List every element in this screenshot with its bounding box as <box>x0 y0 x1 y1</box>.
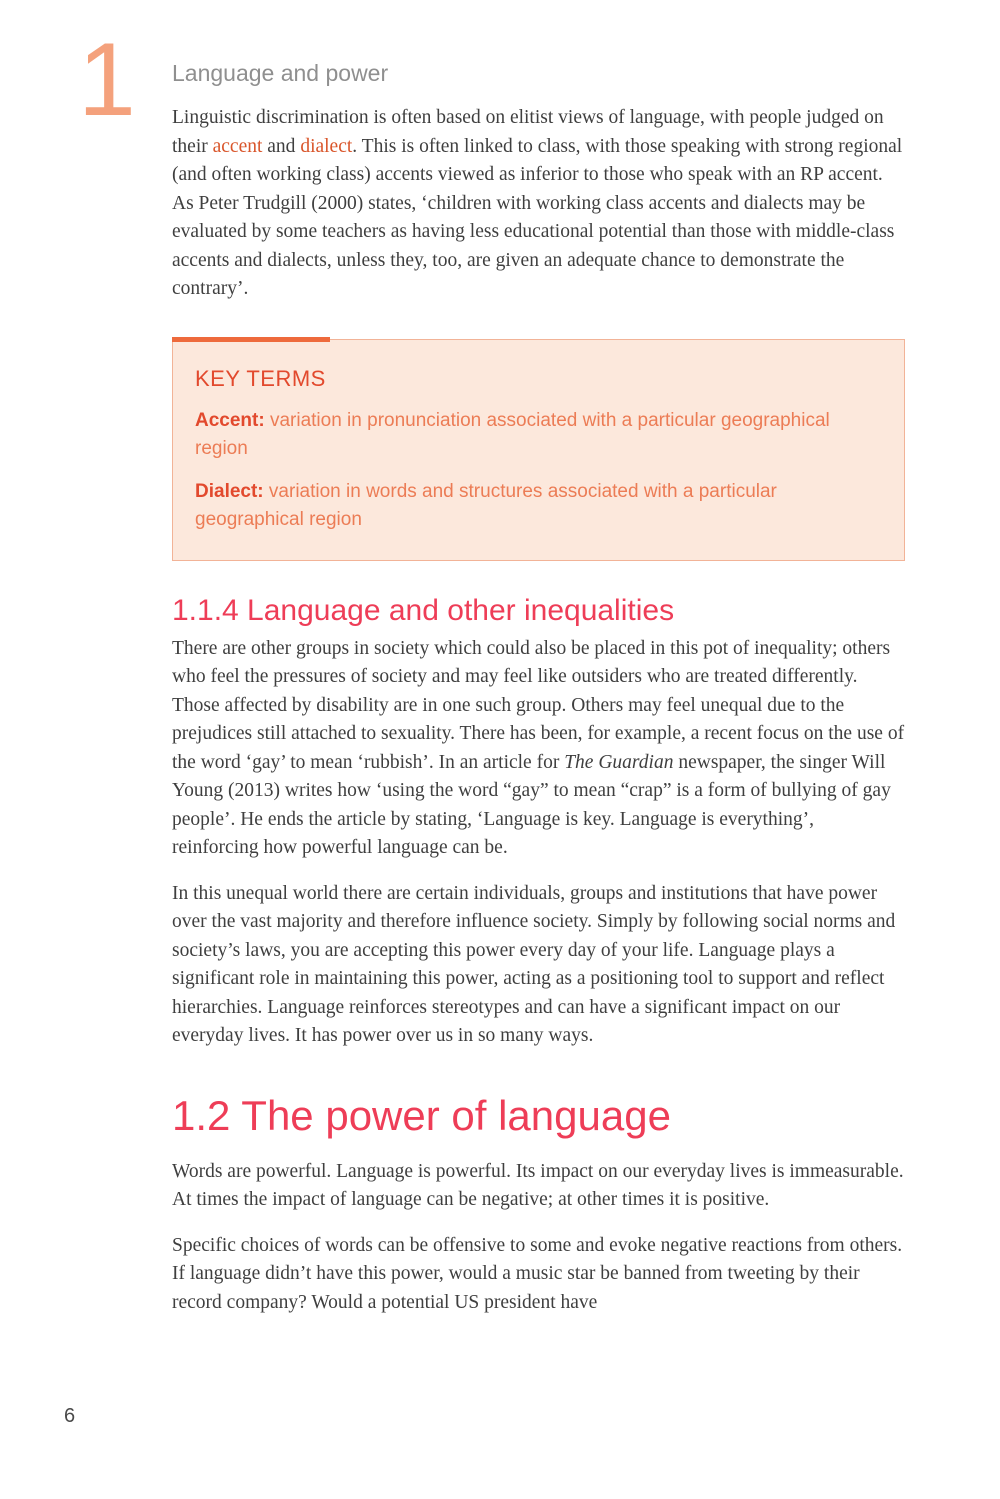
dialect-term-link[interactable]: dialect <box>300 135 353 157</box>
key-term-accent <box>195 407 874 463</box>
section-1-1-4-p1-part-1: There are other groups in society which could also be placed in this pot of inequality; others who feel the pressures of society and may feel like outsiders who are treated differently. Those affected by disability are in one such group. Others may feel unequal due to the prejudices still attached to sexuality. There has been, for example, a recent focus on the use of the word ‘gay’ to mean ‘rubbish’. In an article for <box>172 637 905 773</box>
section-heading-1-2: 1.2 The power of language <box>172 1091 671 1139</box>
guardian-title-italic: The Guardian <box>564 751 674 773</box>
chapter-title: Language and power <box>172 60 389 86</box>
intro-paragraph <box>172 104 905 304</box>
key-term-dialect <box>195 478 874 534</box>
page-number: 6 <box>64 1405 76 1427</box>
key-term-accent-label: Accent: <box>195 409 265 431</box>
intro-text-part-3: . This is often linked to class, with those speaking with strong regional (and often working class) accents viewed as inferior to those who speak with an RP accent. As Peter Trudgill (2000) states, ‘children with working class accents and dialects may be evaluated by some teachers as having less educational potential than those with middle-class accents and dialects, unless they, too, are given an adequate chance to demonstrate the contrary’. <box>172 135 903 299</box>
intro-text-part-1: Linguistic discrimination is often based on elitist views of language, with people judged on their <box>172 107 884 157</box>
section-1-1-4-paragraph-1 <box>172 635 905 863</box>
section-1-1-4-paragraph-2: In this unequal world there are certain individuals, groups and institutions that have power over the vast majority and therefore influence society. Simply by following social norms and society’s laws, you are accepting this power every day of your life. Language plays a significant role in maintaining this power, acting as a positioning tool to support and reflect hierarchies. Language reinforces stereotypes and can have a significant impact on our everyday lives. It has power over us in so many ways. <box>172 882 896 1046</box>
section-heading-1-1-4: 1.1.4 Language and other inequalities <box>172 593 675 627</box>
section-1-1-4-p1-part-2: newspaper, the singer Will Young (2013) writes how ‘using the word “gay” to mean “crap” is a form of bullying of gay people’. He ends the article by stating, ‘Language is key. Language is everything’, reinforcing how powerful language can be. <box>172 751 891 858</box>
key-term-dialect-label: Dialect: <box>195 480 264 502</box>
accent-term-link[interactable]: accent <box>212 135 263 157</box>
key-terms-box <box>172 339 905 561</box>
key-terms-title: KEY TERMS <box>195 365 326 391</box>
key-term-dialect-definition: variation in words and structures associated with a particular geographical region <box>195 480 777 530</box>
section-1-2-paragraph-1: Words are powerful. Language is powerful. Its impact on our everyday lives is immeasurable. At times the impact of language can be negative; at other times it is positive. <box>172 1160 904 1211</box>
key-terms-accent-bar <box>172 337 330 342</box>
section-1-2-paragraph-2: Specific choices of words can be offensive to some and evoke negative reactions from others. If language didn’t have this power, would a music star be banned from tweeting by their record company? Would a potential US president have <box>172 1234 903 1313</box>
key-term-accent-definition: variation in pronunciation associated with a particular geographical region <box>195 409 830 459</box>
intro-text-part-2: and <box>262 135 301 157</box>
chapter-number: 1 <box>78 22 136 138</box>
page-content <box>172 0 905 1317</box>
